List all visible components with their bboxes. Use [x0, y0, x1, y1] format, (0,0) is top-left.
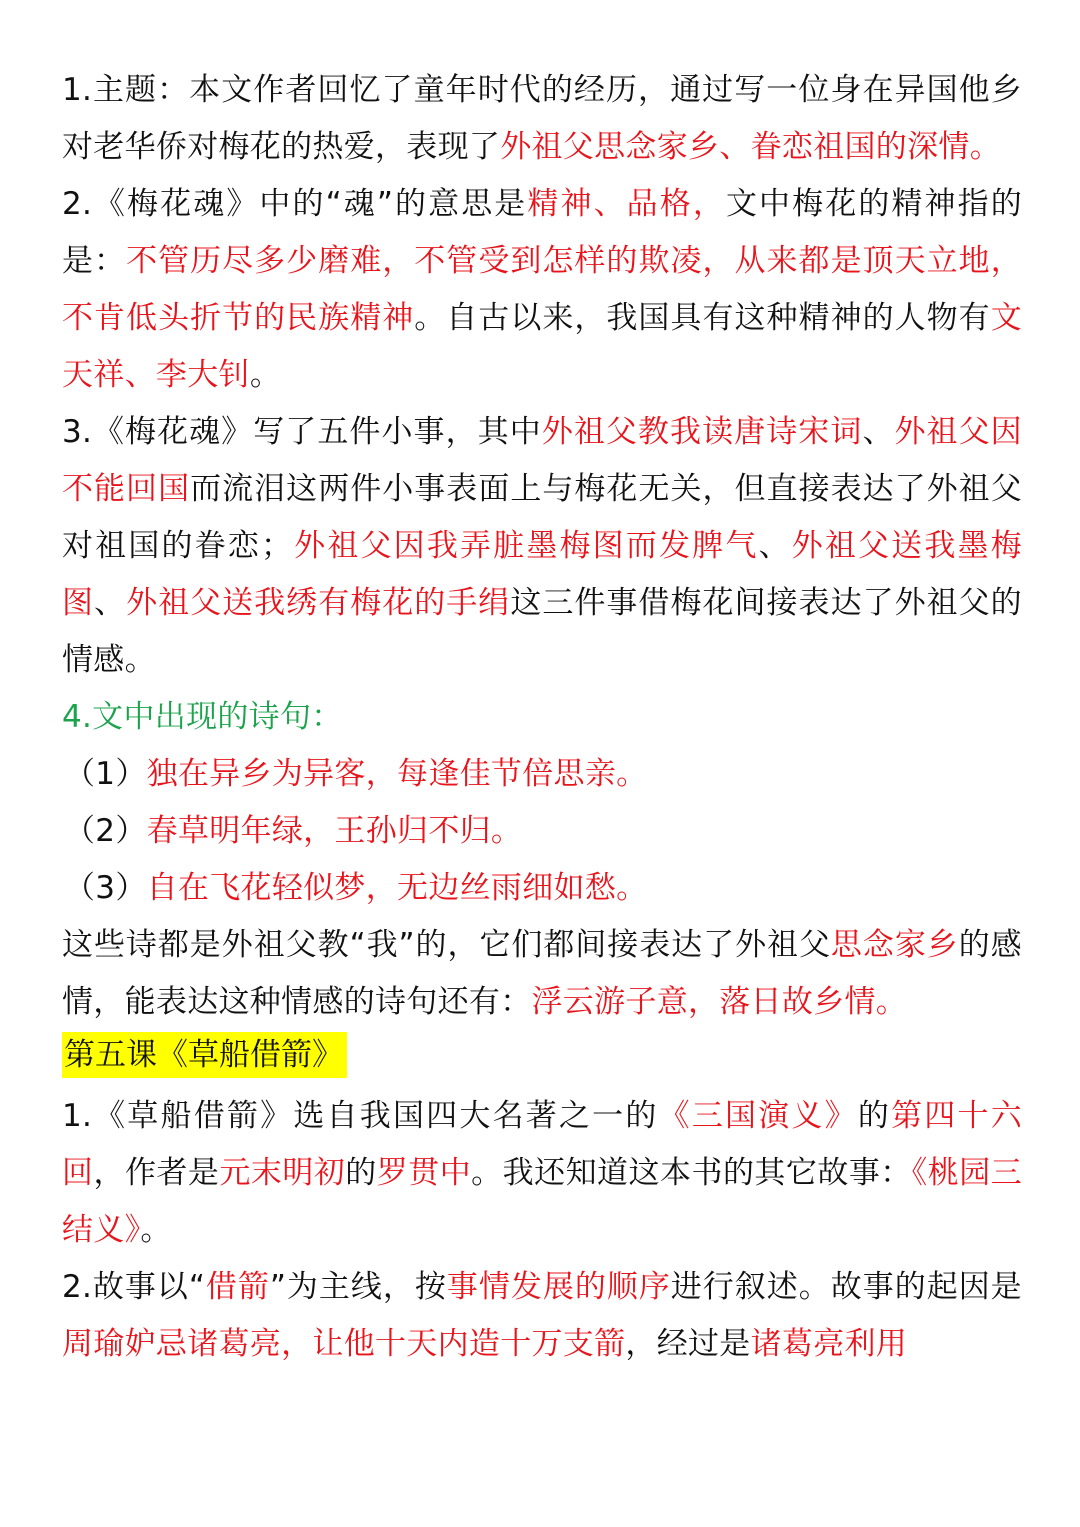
highlight-segment: 外祖父送我墨梅图	[62, 528, 1022, 621]
highlight-segment: 周瑜妒忌诸葛亮，让他十天内造十万支箭	[62, 1326, 626, 1362]
paragraph-story-structure	[62, 1259, 1022, 1373]
text-segment: 。	[249, 357, 282, 393]
highlight-segment: 《三国演义》	[658, 1098, 858, 1134]
text-segment: 。自古以来，我国具有这种精神的人物有	[414, 300, 991, 336]
text-segment: 2.《梅花魂》中的“魂”的意思是	[62, 186, 528, 222]
highlight-segment: 第四十六回	[62, 1098, 1022, 1191]
paragraph-poems-summary	[62, 917, 1022, 1031]
text-segment: 这三件事借梅花间接表达了外祖父的情感。	[62, 585, 1022, 678]
text-segment: 。我还知道这本书的其它故事：	[471, 1155, 912, 1191]
section-heading-row	[62, 1031, 1022, 1088]
text-segment: 的感情，能表达这种情感的诗句还有：	[62, 927, 1022, 1020]
text-segment: 进行叙述。故事的起因是	[670, 1269, 1022, 1305]
text-segment: 1.《草船借箭》选自我国四大名著之一的	[62, 1098, 659, 1134]
text-segment: 、	[758, 528, 792, 564]
text-segment: 1.主题：本文作者回忆了童年时代的经历，通过写一位身在异国他乡对老华侨对梅花的热爱，表现了	[62, 72, 1022, 165]
highlight-segment: 罗贯中	[376, 1155, 472, 1191]
text-segment: 的	[345, 1155, 377, 1191]
section-label: 4.文中出现的诗句：	[62, 699, 343, 735]
text-segment: 2.故事以“	[62, 1269, 206, 1305]
paragraph-soul-meaning	[62, 176, 1022, 404]
highlight-segment: 思念家乡	[830, 927, 959, 963]
paragraph-theme	[62, 62, 1022, 176]
poem-line-2	[62, 803, 1022, 860]
poem-number: （2）	[64, 813, 147, 849]
paragraph-poems-title	[62, 689, 1022, 746]
poem-number: （1）	[64, 756, 147, 792]
highlight-segment: 元末明初	[219, 1155, 346, 1191]
text-segment: 这些诗都是外祖父教“我”的，它们都间接表达了外祖父	[62, 927, 831, 963]
text-segment: 3.《梅花魂》写了五件小事，其中	[62, 414, 542, 450]
highlight-segment: 诸葛亮利用	[750, 1326, 908, 1362]
highlight-segment: 不管历尽多少磨难，不管受到怎样的欺凌，从来都是顶天立地，不肯低头折节的民族精神	[62, 243, 1022, 336]
highlight-segment: 借箭	[205, 1269, 270, 1305]
poem-line-3	[62, 860, 1022, 917]
text-segment: 的	[857, 1098, 892, 1134]
text-segment: ”为主线，按	[269, 1269, 447, 1305]
paragraph-book-source	[62, 1088, 1022, 1259]
highlight-segment: 《桃园三结义》	[62, 1155, 1022, 1248]
text-segment: ，经过是	[625, 1326, 751, 1362]
poem-number: （3）	[64, 870, 147, 906]
highlight-segment: 浮云游子意，落日故乡情。	[531, 984, 908, 1020]
text-segment: 而流泪这两件小事表面上与梅花无关，但直接表达了外祖父对祖国的眷恋；	[62, 471, 1023, 564]
text-segment: ，作者是	[93, 1155, 220, 1191]
highlight-segment: 精神、品格，	[527, 186, 726, 222]
poem-text: 自在飞花轻似梦，无边丝雨细如愁。	[146, 870, 648, 906]
highlight-segment: 外祖父因不能回国	[62, 414, 1022, 507]
highlight-segment: 外祖父因我弄脏墨梅图而发脾气	[292, 528, 759, 564]
highlight-segment: 外祖父送我绣有梅花的手绢	[126, 585, 511, 621]
text-segment: 、	[94, 585, 127, 621]
poem-text: 独在异乡为异客，每逢佳节倍思亲。	[146, 756, 648, 792]
paragraph-five-events	[62, 404, 1022, 689]
text-segment: 文中梅花的精神指的是：	[62, 186, 1022, 279]
section-heading: 第五课《草船借箭》	[62, 1032, 347, 1078]
highlight-segment: 事情发展的顺序	[446, 1269, 671, 1305]
document-page	[62, 62, 1022, 1373]
highlight-segment: 外祖父思念家乡、眷恋祖国的深情。	[500, 129, 1002, 165]
text-segment: 。	[140, 1212, 172, 1248]
poem-text: 春草明年绿，王孙归不归。	[146, 813, 523, 849]
highlight-segment: 文天祥、李大钊	[62, 300, 1022, 393]
highlight-segment: 外祖父教我读唐诗宋词	[541, 414, 863, 450]
text-segment: 、	[862, 414, 895, 450]
poem-line-1	[62, 746, 1022, 803]
